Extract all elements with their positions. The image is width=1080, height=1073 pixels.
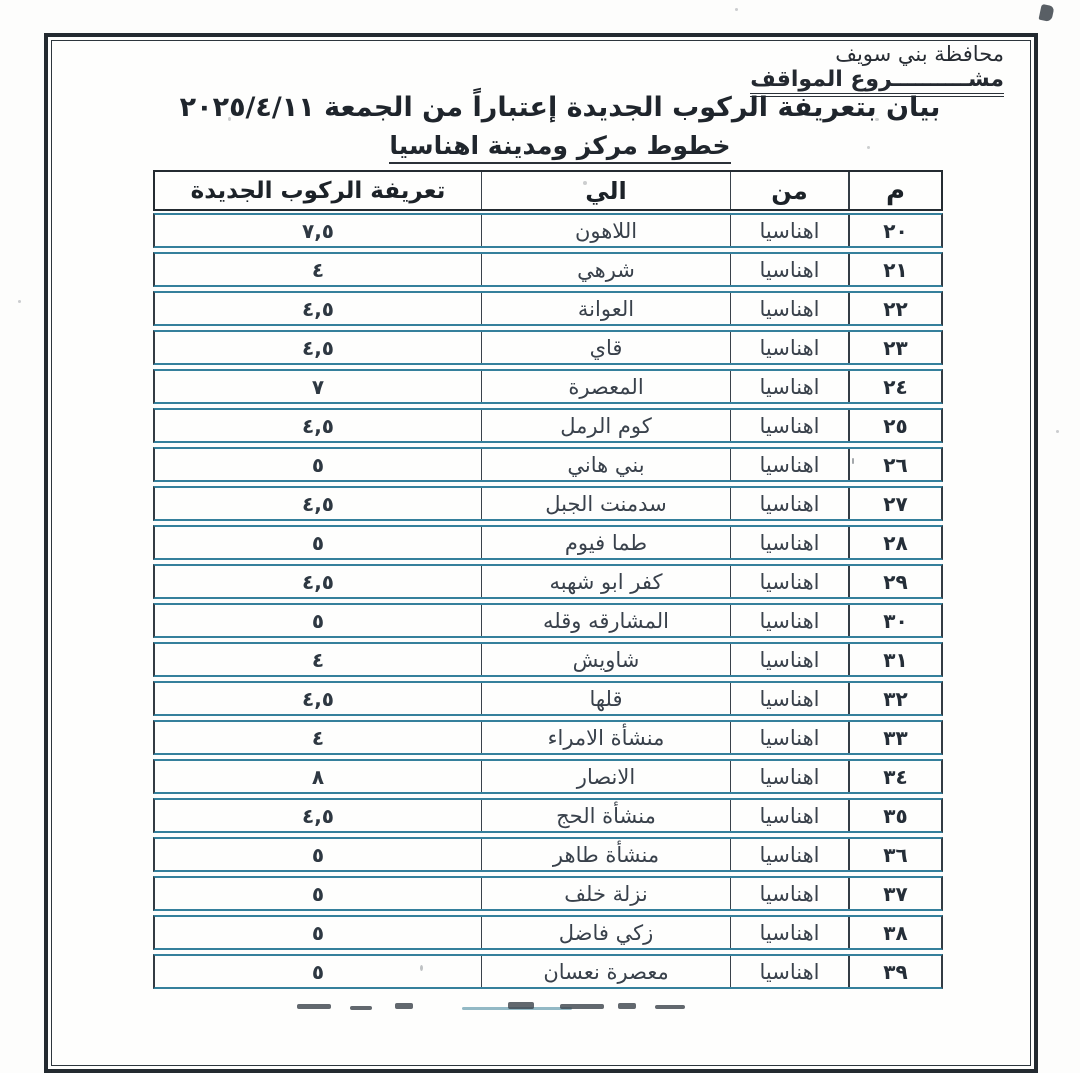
table-row <box>153 525 943 560</box>
row-from-cell: اهناسيا <box>730 956 848 987</box>
row-destination-cell: قاي <box>481 332 730 363</box>
scan-speck <box>735 8 738 11</box>
row-fare-cell: ٧ <box>311 374 325 399</box>
table-row <box>153 486 943 521</box>
governorate-name: محافظة بني سويف <box>835 42 1004 66</box>
row-number-cell: ٣٦ <box>848 839 941 870</box>
row-number-cell: ٢٤ <box>848 371 941 402</box>
row-fare-cell: ٥ <box>311 608 325 633</box>
row-number-cell: ٣٠ <box>848 605 941 636</box>
scan-speck <box>228 117 231 121</box>
scan-corner-artifact <box>1038 4 1054 22</box>
cutoff-mark <box>395 1003 413 1009</box>
row-from-cell: اهناسيا <box>730 527 848 558</box>
header-cell-fare: تعريفة الركوب الجديدة <box>190 177 446 204</box>
cutoff-mark <box>655 1005 685 1009</box>
row-from-cell: اهناسيا <box>730 371 848 402</box>
table-row <box>153 213 943 248</box>
row-destination-cell: المشارقه وقله <box>481 605 730 636</box>
cutoff-mark <box>350 1006 372 1010</box>
document-title: بيان بتعريفة الركوب الجديدة إعتباراً من الجمعة ٢٠٢٥/٤/١١ <box>179 92 941 123</box>
row-destination-cell: معصرة نعسان <box>481 956 730 987</box>
scan-speck <box>852 458 854 464</box>
cutoff-mark <box>297 1004 331 1009</box>
header-cell-to: الي <box>481 172 730 209</box>
row-from-cell: اهناسيا <box>730 605 848 636</box>
row-from-cell: اهناسيا <box>730 410 848 441</box>
row-from-cell: اهناسيا <box>730 722 848 753</box>
row-destination-cell: منشأة الامراء <box>481 722 730 753</box>
row-destination-cell: شرهي <box>481 254 730 285</box>
row-fare-cell: ٤,٥ <box>302 686 335 711</box>
row-number-cell: ٢٥ <box>848 410 941 441</box>
row-destination-cell: اللاهون <box>481 215 730 246</box>
row-destination-cell: كفر ابو شهبه <box>481 566 730 597</box>
row-from-cell: اهناسيا <box>730 644 848 675</box>
row-fare-cell: ٤,٥ <box>302 569 335 594</box>
row-from-cell: اهناسيا <box>730 683 848 714</box>
row-number-cell: ٢٠ <box>848 215 941 246</box>
row-fare-cell: ٧,٥ <box>302 218 335 243</box>
header-cell-from: من <box>730 172 848 209</box>
table-row <box>153 837 943 872</box>
row-from-cell: اهناسيا <box>730 761 848 792</box>
row-fare-cell: ٤,٥ <box>302 491 335 516</box>
row-destination-cell: شاويش <box>481 644 730 675</box>
row-fare-cell: ٤ <box>311 257 325 282</box>
row-number-cell: ٢٨ <box>848 527 941 558</box>
row-fare-cell: ٤,٥ <box>302 296 335 321</box>
table-row <box>153 369 943 404</box>
row-from-cell: اهناسيا <box>730 488 848 519</box>
row-number-cell: ٢٢ <box>848 293 941 324</box>
row-fare-cell: ٥ <box>311 959 325 984</box>
row-from-cell: اهناسيا <box>730 878 848 909</box>
row-destination-cell: منشأة الحج <box>481 800 730 831</box>
row-number-cell: ٢٧ <box>848 488 941 519</box>
row-destination-cell: بني هاني <box>481 449 730 480</box>
row-number-cell: ٣١ <box>848 644 941 675</box>
scan-speck <box>583 181 587 185</box>
row-destination-cell: كوم الرمل <box>481 410 730 441</box>
row-number-cell: ٣٥ <box>848 800 941 831</box>
scan-speck <box>1056 430 1059 433</box>
table-row <box>153 681 943 716</box>
cutoff-mark <box>618 1003 636 1009</box>
document-subtitle-text: خطوط مركز ومدينة اهناسيا <box>389 131 730 164</box>
row-number-cell: ٣٧ <box>848 878 941 909</box>
table-header-row <box>153 170 943 211</box>
row-fare-cell: ٥ <box>311 530 325 555</box>
table-row <box>153 330 943 365</box>
row-destination-cell: الانصار <box>481 761 730 792</box>
row-number-cell: ٣٩ <box>848 956 941 987</box>
row-fare-cell: ٥ <box>311 920 325 945</box>
row-destination-cell: نزلة خلف <box>481 878 730 909</box>
document-subtitle <box>160 131 960 160</box>
table-row <box>153 252 943 287</box>
row-fare-cell: ٨ <box>311 764 325 789</box>
row-destination-cell: المعصرة <box>481 371 730 402</box>
row-from-cell: اهناسيا <box>730 215 848 246</box>
header-cell-number: م <box>848 172 941 209</box>
row-number-cell: ٣٤ <box>848 761 941 792</box>
row-from-cell: اهناسيا <box>730 566 848 597</box>
row-from-cell: اهناسيا <box>730 254 848 285</box>
scan-speck <box>875 118 879 121</box>
row-from-cell: اهناسيا <box>730 332 848 363</box>
cutoff-mark <box>560 1004 604 1009</box>
table-row <box>153 642 943 677</box>
row-destination-cell: العوانة <box>481 293 730 324</box>
row-fare-cell: ٥ <box>311 452 325 477</box>
row-from-cell: اهناسيا <box>730 839 848 870</box>
table-row <box>153 915 943 950</box>
row-fare-cell: ٤,٥ <box>302 803 335 828</box>
row-destination-cell: منشأة طاهر <box>481 839 730 870</box>
row-number-cell: ٢٩ <box>848 566 941 597</box>
row-number-cell: ٣٨ <box>848 917 941 948</box>
row-from-cell: اهناسيا <box>730 449 848 480</box>
scan-speck <box>420 965 423 971</box>
row-destination-cell: طما فيوم <box>481 527 730 558</box>
row-number-cell: ٣٢ <box>848 683 941 714</box>
row-from-cell: اهناسيا <box>730 293 848 324</box>
table-row <box>153 954 943 989</box>
scan-speck <box>18 300 21 303</box>
row-fare-cell: ٤ <box>311 725 325 750</box>
row-from-cell: اهناسيا <box>730 800 848 831</box>
table-row <box>153 447 943 482</box>
fare-table <box>153 170 943 993</box>
row-fare-cell: ٥ <box>311 842 325 867</box>
row-number-cell: ٣٣ <box>848 722 941 753</box>
row-fare-cell: ٤ <box>311 647 325 672</box>
scan-speck <box>867 146 870 149</box>
row-destination-cell: قلها <box>481 683 730 714</box>
table-body <box>153 213 943 989</box>
table-row <box>153 759 943 794</box>
cutoff-mark <box>508 1002 534 1009</box>
table-row <box>153 291 943 326</box>
row-destination-cell: سدمنت الجبل <box>481 488 730 519</box>
table-row <box>153 408 943 443</box>
row-number-cell: ٢٣ <box>848 332 941 363</box>
row-fare-cell: ٥ <box>311 881 325 906</box>
row-fare-cell: ٤,٥ <box>302 335 335 360</box>
row-from-cell: اهناسيا <box>730 917 848 948</box>
table-row <box>153 564 943 599</box>
table-row <box>153 876 943 911</box>
row-fare-cell: ٤,٥ <box>302 413 335 438</box>
table-row <box>153 798 943 833</box>
row-number-cell: ٢١ <box>848 254 941 285</box>
table-row <box>153 603 943 638</box>
project-name: مشــــــــــروع المواقف <box>750 67 1004 97</box>
row-destination-cell: زكي فاضل <box>481 917 730 948</box>
table-row <box>153 720 943 755</box>
row-number-cell: ٢٦ <box>848 449 941 480</box>
